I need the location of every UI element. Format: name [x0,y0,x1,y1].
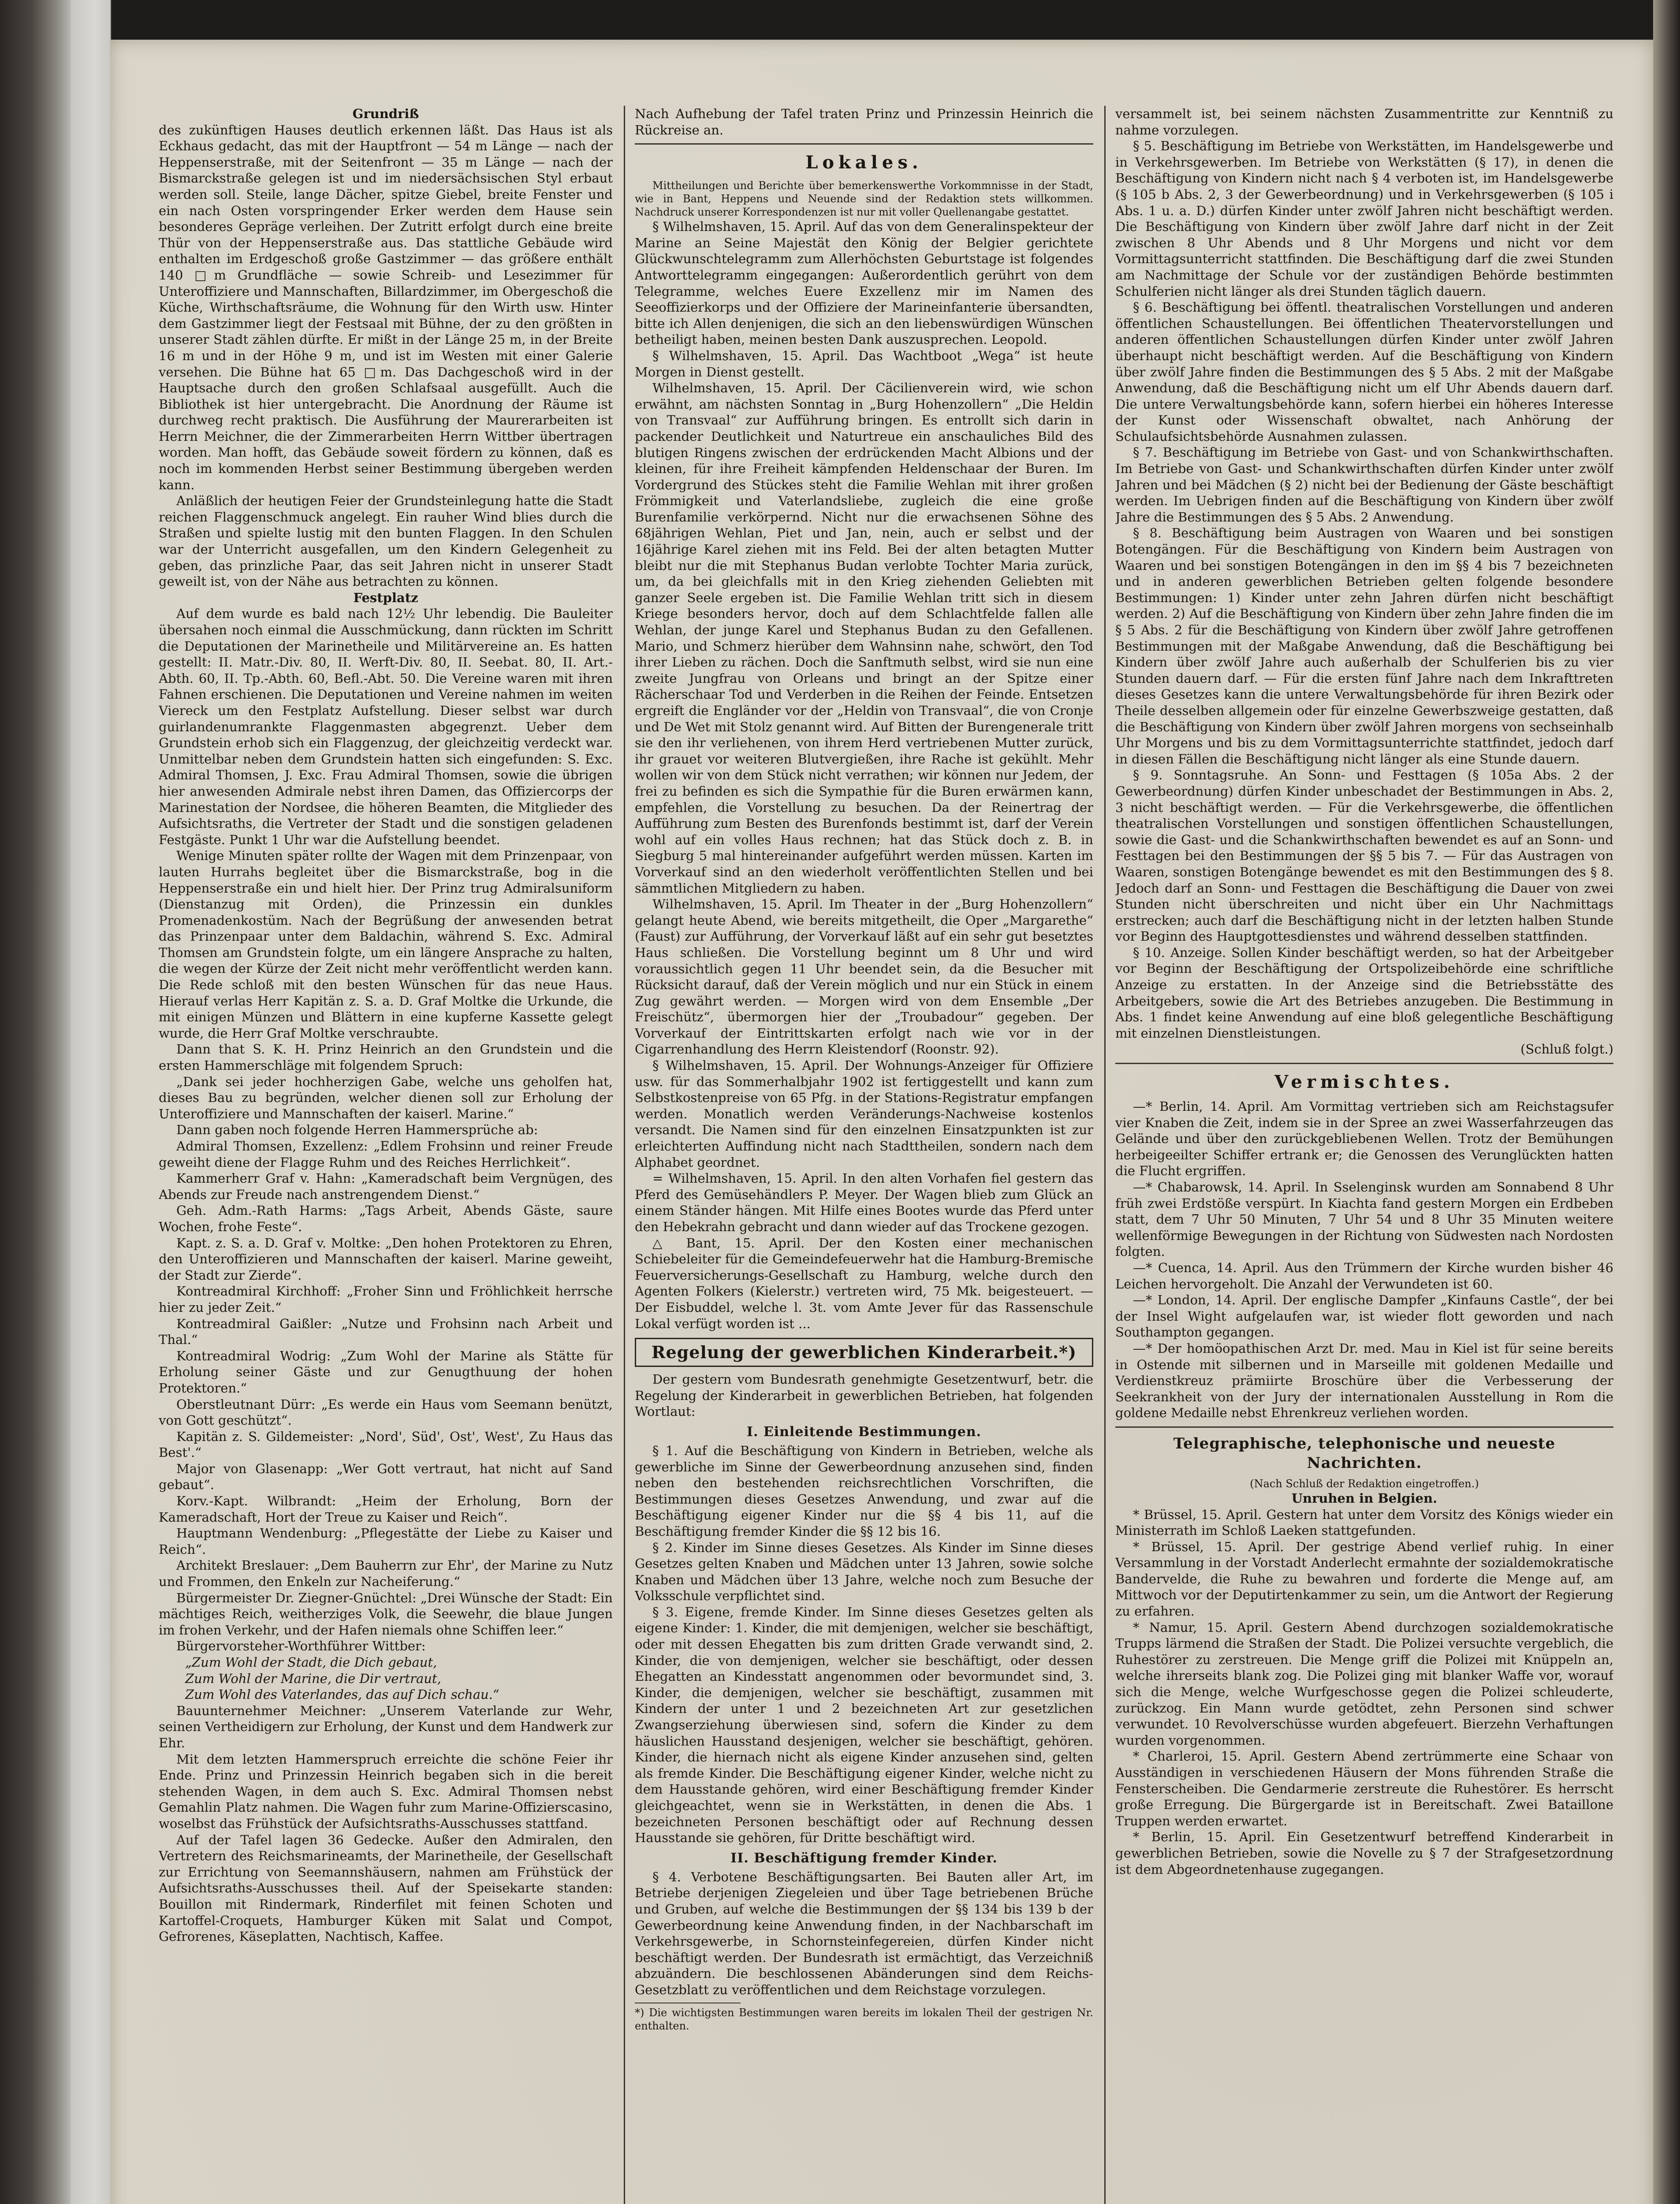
festplatz-heading: Festplatz [353,590,418,605]
telegraph-subheading: (Nach Schluß der Redaktion eingetroffen.) [1250,1477,1479,1490]
separator [635,143,1093,145]
column-rule [1104,106,1106,2204]
hammer-saying: Kontreadmiral Wodrig: „Zum Wohl der Marine als Stätte für Erholung seiner Gäste und zur Genugthuung der hohen Protektoren.“ [159,1348,613,1396]
news-item: Wilhelmshaven, 15. April. Der Cäcilienverein wird, wie schon erwähnt, am nächsten Sonntag in „Burg Hohenzollern“ „Die Heldin von Transvaal“ zur Aufführung bringen. Es entrollt sich darin in packender Deutlichkeit und Naturtreue ein anschauliches Bild des blutigen Ringens zwischen der erdrückenden Macht Albions und der kleinen, für ihre Freiheit kämpfenden Heldenschaar der Buren. Im Vordergrund des Stückes steht die Familie Wehlan mit ihrer großen Frömmigkeit und Vaterlandsliebe, zugleich die eine große Burenfamilie verkörpernd. Nicht nur die erwachsenen Söhne des 68jährigen Wehlan, Piet und Jan, nein, auch er selbst und der 16jährige Karel ziehen mit ins Feld. Bei der alten betagten Mutter bleibt nur die mit Stephanus Budan verlobte Tochter Maria zurück, um, da bei gleichfalls mit in den Krieg ziehenden Geliebten mit ganzer Seele ergeben ist. Die Familie Wehlan tritt sich in diesem Kriege besonders hervor, doch auf dem Schlachtfelde fallen alle Wehlan, der junge Karel und Stephanus Budan zu den Gefallenen. Mario, und Schmerz hierüber dem Wahnsinn nahe, schwört, den Tod ihrer Lieben zu rächen. Doch die Sanftmuth selbst, wird sie nun eine zweite Jungfrau von Orleans und bringt an der Spitze einer Rächerschaar Tod und Verderben in die Reihen der Feinde. Entsetzen ergreift die Engländer vor der „Heldin von Transvaal“, die von Cronje und De Wet mit Stolz genannt wird. Auf Bitten der Burengenerale tritt sie den ihr verliehenen, von ihrem Herd vertriebenen Mutter zurück, ihr grauet vor weiteren Blutvergießen, ihre Rache ist gekühlt. Mehr wollen wir von dem Stück nicht verrathen; wir können nur Jedem, der frei zu befinden es sich die Sympathie für die Buren erwärmen kann, empfehlen, die Vorstellung zu besuchen. Da der Reinertrag der Aufführung zum Besten des Burenfonds bestimmt ist, darf der Verein wohl auf ein volles Haus rechnen; hat das Stück doch z. B. in Siegburg 5 mal hintereinander aufgeführt werden müssen. Karten im Vorverkauf sind an den wiederholt veröffentlichten Stellen und bei sämmtlichen Mitgliedern zu haben. [635,380,1093,896]
hammer-saying: Korv.-Kapt. Wilbrandt: „Heim der Erholung, Born der Kameradschaft, Hort der Treue zu Kaiser und Reich“. [159,1493,613,1525]
binding-shadow [0,0,71,2204]
hammer-saying: Architekt Breslauer: „Dem Bauherrn zur Ehr', der Marine zu Nutz und Frommen, den Enkeln zur Nacheiferung.“ [159,1558,613,1590]
separator [1115,1063,1613,1064]
column-rule [624,106,625,2204]
column-2 [635,106,1093,2204]
col1-paragraph: Dann gaben noch folgende Herren Hammersprüche ab: [176,1122,538,1138]
verse-line: „Zum Wohl der Stadt, die Dich gebaut, [185,1655,437,1670]
hammer-saying: Major von Glasenapp: „Wer Gott vertraut, hat nicht auf Sand gebaut“. [159,1461,613,1493]
hammer-saying: Kapitän z. S. Gildemeister: „Nord', Süd', Ost', West', Zu Haus das Best'.“ [159,1429,613,1460]
news-item: —* Der homöopathischen Arzt Dr. med. Mau in Kiel ist für seine bereits in Ostende mit silbernen und in Marseille mit goldenen Medaille und Verdienstkreuz prämiirte Broschüre über die Verbesserung der Seekrankheit von der Jury der internationalen Ausstellung in Rom die goldene Medaille nebst Ehrenkreuz verliehen worden. [1115,1340,1613,1421]
col1-paragraph: Wenige Minuten später rollte der Wagen mit dem Prinzenpaar, von lauten Hurrahs begleitet über die Bismarckstraße, bog in die Heppenserstraße ein und hielt hier. Der Prinz trug Admiralsuniform (Dienstanzug mit Orden), die Prinzessin ein dunkles Promenadenkostüm. Nach der Begrüßung der anwesenden betrat das Prinzenpaar unter dem Baldachin, während S. Exc. Admiral Thomsen am Grundstein folgte, um ein längere Ansprache zu halten, die wegen der Kürze der Zeit nicht mehr veröffentlicht werden kann. Die Rede schloß mit den besten Wünschen für das neue Haus. Hierauf verlas Herr Kapitän z. S. a. D. Graf Moltke die Urkunde, die mit einigen Münzen und Blättern in eine kupferne Kassette gelegt wurde, die Herr Graf Moltke verschraubte. [159,848,613,1041]
hammer-saying: Hauptmann Wendenburg: „Pflegestätte der Liebe zu Kaiser und Reich“. [159,1526,613,1557]
lokales-heading: Lokales. [805,152,923,173]
col1-paragraph: Anläßlich der heutigen Feier der Grundsteinlegung hatte die Stadt reichen Flaggenschmuck angelegt. Ein rauher Wind blies durch die Straßen und spielte lustig mit den bunten Flaggen. In den Schulen war der Unterricht ausgefallen, um den Kindern Gelegenheit zu geben, das prinzliche Paar, das seit Jahren nicht in unserer Stadt geweilt ist, von der Nähe aus betrachten zu können. [159,493,613,589]
col1-paragraph: „Dank sei jeder hochherzigen Gabe, welche uns geholfen hat, dieses Bau zu begründen, welcher dienen soll zur Erholung der Unteroffiziere und Mannschaften der kaiserl. Marine.“ [159,1074,613,1121]
telegram-item: * Berlin, 15. April. Ein Gesetzentwurf betreffend Kinderarbeit in gewerblichen Betrieben, sowie die Novelle zu § 7 der Strafgesetzordnung ist dem Abgeordnetenhause zugegangen. [1115,1829,1613,1877]
columns-container [159,106,1613,2204]
vermischtes-heading: Vermischtes. [1274,1072,1454,1093]
verse-line: Zum Wohl des Vaterlandes, das auf Dich schau.“ [185,1687,499,1702]
col1-paragraph: des zukünftigen Hauses deutlich erkennen läßt. Das Haus ist als Eckhaus gedacht, das mit der Hauptfront — 54 m Länge — nach der Heppenserstraße, mit der Seitenfront — 35 m Länge — nach der Bismarckstraße gelegen ist und im niedersächsischen Styl erbaut werden soll. Steile, lange Dächer, spitze Giebel, breite Fenster und ein nach Osten vorspringender Erker werden dem Hause sein besonderes Gepräge verleihen. Der Zutritt erfolgt durch eine breite Thür von der Heppenserstraße aus. Das stattliche Gebäude wird enthalten im Erdgeschoß große Gastzimmer — das größere enthält 140 □m Grundfläche — sowie Schreib- und Lesezimmer für Unteroffiziere und Mannschaften, Billardzimmer, im Obergeschoß die Küche, Wirthschaftsräume, die Wohnung für den Wirth usw. Hinter dem Gastzimmer liegt der Festsaal mit Bühne, der zu den größten in unserer Stadt zählen dürfte. Er mißt in der Länge 25 m, in der Breite 16 m und in der Höhe 9 m, und ist im Westen mit einer Galerie versehen. Die Bühne hat 65 □m. Das Dachgeschoß wird in der Hauptsache durch den großen Schlafsaal ausgefüllt. Auch die Bibliothek ist hier untergebracht. Die Anordnung der Räume ist durchweg recht praktisch. Die Ausführung der Maurerarbeiten ist Herrn Meichner, die der Zimmerarbeiten Herrn Wittber übertragen worden. Man hofft, das Gebäude soweit fördern zu können, daß es noch im kommenden Herbst seiner Bestimmung übergeben werden kann. [159,122,613,492]
unrest-heading: Unruhen in Belgien. [1291,1490,1438,1506]
telegram-item: * Brüssel, 15. April. Der gestrige Abend verlief ruhig. In einer Versammlung in der Vorstadt Anderlecht ermahnte der sozialdemokratische Bandervelde, die Ruhe zu bewahren und forderte die Menge auf, am Mittwoch vor der Deputirtenkammer zu sein, um die Antwort der Regierung zu erfahren. [1115,1539,1613,1619]
telegram-item: * Brüssel, 15. April. Gestern hat unter dem Vorsitz des Königs wieder ein Ministerrath im Schloß Laeken stattgefunden. [1115,1507,1613,1538]
page-fold-right [1653,0,1680,2204]
news-item: —* Cuenca, 14. April. Aus den Trümmern der Kirche wurden bisher 46 Leichen hervorgeholt. Die Anzahl der Verwundeten ist 60. [1115,1260,1613,1292]
law-paragraph: § 1. Auf die Beschäftigung von Kindern in Betrieben, welche als gewerbliche im Sinne der Gewerbeordnung anzusehen sind, finden neben den bestehenden reichsrechtlichen Vorschriften, die Bestimmungen dieses Gesetzes Anwendung, und zwar auf die Beschäftigung eigener Kinder nur die §§ 4 bis 11, auf die Beschäftigung fremder Kinder die §§ 12 bis 16. [635,1443,1093,1539]
col2-paragraph: Nach Aufhebung der Tafel traten Prinz und Prinzessin Heinrich die Rückreise an. [635,106,1093,138]
hammer-saying: Bauunternehmer Meichner: „Unserem Vaterlande zur Wehr, seinen Vertheidigern zur Erholung, der Kunst und dem Handwerk zur Ehr. [159,1703,613,1750]
hammer-saying: Admiral Thomsen, Exzellenz: „Edlem Frohsinn und reiner Freude geweiht diene der Flagge Ruhm und des Reiches Herrlichkeit“. [159,1139,613,1170]
hammer-saying: Bürgermeister Dr. Ziegner-Gnüchtel: „Drei Wünsche der Stadt: Ein mächtiges Reich, weitherziges Volk, die Seewehr, die blaue Jungen im frohen Verkehr, und der Hafen niemals ohne Schiffen leer.“ [159,1590,613,1638]
hammer-saying: Bürgervorsteher-Worthführer Wittber: [176,1638,426,1654]
kinderarbeit-heading-box: Regelung der gewerblichen Kinderarbeit.*) [635,1338,1093,1367]
separator [1115,1426,1613,1428]
telegraph-heading: Telegraphische, telephonische und neueste Nachrichten. [1173,1434,1556,1472]
newspaper-page [110,40,1653,2204]
column-3 [1115,106,1613,2204]
section-heading: II. Beschäftigung fremder Kinder. [730,1850,998,1866]
news-item: § Wilhelmshaven, 15. April. Auf das von dem Generalinspekteur der Marine an Seine Majestät den König der Belgier gerichtete Glückwunschtelegramm zum Allerhöchsten Geburtstage ist folgendes Antworttelegramm eingegangen: Außerordentlich gerührt von dem Telegramme, welches Euere Exzellenz mir im Namen des Seeoffizierkorps und der Offiziere der Marineinfanterie übersandten, bitte ich Allen denjenigen, die sich an den liebenswürdigen Wünschen betheiligt haben, meinen besten Dank auszusprechen. Leopold. [635,219,1093,347]
col1-paragraph: Mit dem letzten Hammerspruch erreichte die schöne Feier ihr Ende. Prinz und Prinzessin Heinrich begaben sich in die bereit stehenden Wagen, in dem auch S. Exc. Admiral Thomsen nebst Gemahlin Platz nahmen. Die Wagen fuhr zum Marine-Offizierscasino, woselbst das Frühstück der Aufsichtsraths-Ausschusses stattfand. [159,1751,613,1831]
hammer-saying: Kontreadmiral Kirchhoff: „Froher Sinn und Fröhlichkeit herrsche hier zu jeder Zeit.“ [159,1284,613,1315]
law-paragraph: § 4. Verbotene Beschäftigungsarten. Bei Bauten aller Art, im Betriebe derjenigen Ziegeleien und über Tage betriebenen Brüche und Gruben, auf welche die Bestimmungen der §§ 134 bis 139 b der Gewerbeordnung keine Anwendung finden, in der Nachbarschaft im Verkehrsgewerbe, in Schornsteinfegereien, dürfen Kinder nicht beschäftigt werden. Der Bundesrath ist ermächtigt, das Verzeichniß abzuändern. Die beschlossenen Abänderungen sind dem Reichs-Gesetzblatt zu veröffentlichen und dem Reichstage vorzulegen. [635,1869,1093,1997]
col1-paragraph: Dann that S. K. H. Prinz Heinrich an den Grundstein und die ersten Hammerschläge mit folgendem Spruch: [159,1042,613,1073]
news-item: § Wilhelmshaven, 15. April. Der Wohnungs-Anzeiger für Offiziere usw. für das Sommerhalbjahr 1902 ist fertiggestellt und kann zum Selbstkostenpreise von 65 Pfg. in der Stations-Registratur empfangen werden. Monatlich werden Veränderungs-Nachweise kostenlos versandt. Die Namen sind für den einzelnen Einsatzpunkten ist zur erleichterten Auffindung nicht nach Stadttheilen, sondern nach dem Alphabet geordnet. [635,1058,1093,1170]
section-heading: I. Einleitende Bestimmungen. [746,1424,982,1440]
news-item: —* Chabarowsk, 14. April. In Sselenginsk wurden am Sonnabend 8 Uhr früh zwei Erdstöße verspürt. In Kiachta fand gestern Morgen ein Erdbeben statt, dem 7 Uhr 50 Minuten, 7 Uhr 54 und 8 Uhr 35 Minuten weitere wellenförmige Bewegungen in der Richtung von Südwesten nach Nordosten folgten. [1115,1180,1613,1259]
law-paragraph: Der gestern vom Bundesrath genehmigte Gesetzentwurf, betr. die Regelung der Kinderarbeit in gewerblichen Betrieben, hat folgenden Wortlaut: [635,1372,1093,1419]
hammer-saying: Kapt. z. S. a. D. Graf v. Moltke: „Den hohen Protektoren zu Ehren, den Unteroffizieren und Mannschaften der kaiserl. Marine geweiht, der Stadt zur Zierde“. [159,1235,613,1283]
law-paragraph: § 8. Beschäftigung beim Austragen von Waaren und bei sonstigen Botengängen. Für die Beschäftigung von Kindern beim Austragen von Waaren und bei sonstigen Botengängen in den im §§ 4 bis 7 bezeichneten und in anderen gewerblichen Betrieben gelten folgende besondere Bestimmungen: 1) Kinder unter zehn Jahren dürfen nicht beschäftigt werden. 2) Auf die Beschäftigung von Kindern über zehn Jahre finden die im § 5 Abs. 2 für die Beschäftigung von Kindern über zwölf Jahre getroffenen Bestimmungen mit der Maßgabe Anwendung, daß die Beschäftigung bei Kindern über zwölf Jahre auch außerhalb der Schulferien bis zu vier Stunden dauern darf. — Für die ersten fünf Jahre nach dem Inkrafttreten dieses Gesetzes kann die untere Verwaltungsbehörde für ihren Bezirk oder Theile desselben allgemein oder für einzelne Gewerbszweige gestatten, daß die Beschäftigung von Kindern über zwölf Jahren morgens von sechseinhalb Uhr Morgens und bis zu dem Vormittagsunterrichte stattfindet, jedoch darf in diesen Fällen die Beschäftigung nicht länger als eine Stunde dauern. [1115,525,1613,767]
news-item: —* London, 14. April. Der englische Dampfer „Kinfauns Castle“, der bei der Insel Wight aufgelaufen war, ist wieder flott geworden und nach Southampton gegangen. [1115,1292,1613,1340]
law-paragraph: § 2. Kinder im Sinne dieses Gesetzes. Als Kinder im Sinne dieses Gesetzes gelten Knaben und Mädchen unter 13 Jahren, sowie solche Knaben und Mädchen über 13 Jahre, welche noch zum Besuche der Volksschule verpflichtet sind. [635,1540,1093,1604]
law-paragraph: § 6. Beschäftigung bei öffentl. theatralischen Vorstellungen und anderen öffentlichen Schaustellungen. Bei öffentlichen Theatervorstellungen und anderen öffentlichen Schaustellungen dürfen Kinder unter zwölf Jahren überhaupt nicht beschäftigt werden. Auf die Beschäftigung von Kindern über zwölf Jahre finden die Bestimmungen des § 5 Abs. 2 mit der Maßgabe Anwendung, daß die Beschäftigung nicht um elf Uhr Abends dauern darf. Die untere Verwaltungsbehörde kann, sofern hierbei ein höheres Interesse der Kunst oder Wissenschaft obwaltet, nach Anhörung der Schulaufsichtsbehörde Ausnahmen zulassen. [1115,300,1613,444]
news-item: Wilhelmshaven, 15. April. Im Theater in der „Burg Hohenzollern“ gelangt heute Abend, wie bereits mitgetheilt, die Oper „Margarethe“ (Faust) zur Aufführung, der Vorverkauf läßt auf ein sehr gut besetztes Haus schließen. Die Vorstellung beginnt um 8 Uhr und wird voraussichtlich gegen 11 Uhr beendet sein, da die Besucher mit Rücksicht darauf, daß der Verein möglich und nur ein Stück in einem Zug gewährt werden. — Morgen wird von dem Ensemble „Der Freischütz“, übermorgen hier der „Troubadour“ gegeben. Der Vorverkauf der Eintrittskarten erfolgt nach wie vor in der Cigarrenhandlung des Herrn Kleistendorf (Roonstr. 92). [635,897,1093,1057]
hammer-saying: Kontreadmiral Gaißler: „Nutze und Frohsinn nach Arbeit und Thal.“ [159,1316,613,1348]
news-item: —* Berlin, 14. April. Am Vormittag vertrieben sich am Reichstagsufer vier Knaben die Zeit, indem sie in der Spree an zwei Wasserfahrzeugen das Gelände und über den zurückgebliebenen Wellen. Trotz der Bemühungen herbeigeeilter Schiffer ertrank er; die Genossen des Verunglückten hatten die Flucht ergriffen. [1115,1099,1613,1179]
law-paragraph: versammelt ist, bei seinem nächsten Zusammentritte zur Kenntniß zu nahme vorzulegen. [1115,106,1613,138]
news-item: = Wilhelmshaven, 15. April. In den alten Vorhafen fiel gestern das Pferd des Gemüsehändlers P. Meyer. Der Wagen blieb zum Glück an einem Ständer hängen. Mit Hilfe eines Bootes wurde das Pferd unter den Hebekrahn gebracht und dann wieder auf das Trockene gezogen. [635,1171,1093,1234]
col1-title: Grundriß [352,106,419,121]
law-paragraph: § 7. Beschäftigung im Betriebe von Gast- und von Schankwirthschaften. Im Betriebe von Gast- und Schankwirthschaften dürfen Kinder unter zwölf Jahren und bei Mädchen (§ 2) nicht bei der Bedienung der Gäste beschäftigt werden. Im Uebrigen finden auf die Beschäftigung von Kindern über zwölf Jahre die Bestimmungen des § 5 Abs. 2 Anwendung. [1115,445,1613,525]
news-item: § Wilhelmshaven, 15. April. Das Wachtboot „Wega“ ist heute Morgen in Dienst gestellt. [635,348,1093,380]
footnote: *) Die wichtigsten Bestimmungen waren bereits im lokalen Theil der gestrigen Nr. enthalten. [635,2006,1093,2032]
telegram-item: * Charleroi, 15. April. Gestern Abend zertrümmerte eine Schaar von Ausständigen in verschiedenen Häusern der Mons führenden Straße die Fensterscheiben. Die Gendarmerie zerstreute die Ruhestörer. Es herrscht große Erregung. Die Bürgergarde ist in Bereitschaft. Zwei Bataillone Truppen werden erwartet. [1115,1749,1613,1828]
law-paragraph: § 5. Beschäftigung im Betriebe von Werkstätten, im Handelsgewerbe und in Verkehrsgewerben. Im Betriebe von Werkstätten (§ 17), in denen die Beschäftigung von Kindern nicht nach § 4 verboten ist, im Handelsgewerbe (§ 105 b Abs. 2, 3 der Gewerbeordnung) und in Verkehrsgewerben (§ 105 i Abs. 1 u. a. D.) dürfen Kinder unter zwölf Jahren nicht beschäftigt werden. Die Beschäftigung von Kindern über zwölf Jahre darf nicht in der Zeit zwischen 8 Uhr Abends und 8 Uhr Morgens und nicht vor dem Vormittagsunterricht stattfinden. Die Beschäftigung darf die zwei Stunden am Nachmittage der Schule vor der zuständigen Behörde bestimmten Schulferien nicht länger als drei Stunden täglich dauern. [1115,138,1613,299]
law-paragraph: § 3. Eigene, fremde Kinder. Im Sinne dieses Gesetzes gelten als eigene Kinder: 1. Kinder, die mit demjenigen, welcher sie beschäftigt, oder mit dessen Ehegatten bis zum dritten Grade verwandt sind, 2. Kinder, die von demjenigen, welcher sie beschäftigt, oder dessen Ehegatten an Kindesstatt angenommen oder bevormundet sind, 3. Kinder, die demjenigen, welcher sie beschäftigt, zusammen mit Kindern der unter 1 und 2 bezeichneten Art zur gesetzlichen Zwangserziehung überwiesen sind, sofern die Kinder zu dem häuslichen Hausstand desjenigen, welcher sie beschäftigt, gehören. Kinder, die hiernach nicht als eigene Kinder anzusehen sind, gelten als fremde Kinder. Die Beschäftigung eigener Kinder, welche nicht zu dem Hausstande gehören, wird einer Beschäftigung fremder Kinder gleichgeachtet, wenn sie in Werkstätten, in denen die Abs. 1 bezeichneten Personen beschäftigt oder auf Rechnung dessen Hausstande sie gehören, für Dritte beschäftigt wird. [635,1604,1093,1846]
news-item: △ Bant, 15. April. Der den Kosten einer mechanischen Schiebeleiter für die Gemeindefeuerwehr hat die Hamburg-Bremische Feuerversicherungs-Gesellschaft zu Hamburg, welche durch den Agenten Folkers (Kielerstr.) vertreten wird, 75 Mk. beigesteuert. — Der Eisbuddel, welche l. 3t. vom Amte Jever für das Rassenschule Lokal verfügt worden ist ... [635,1235,1093,1331]
col1-paragraph: Auf der Tafel lagen 36 Gedecke. Außer den Admiralen, den Vertretern des Reichsmarineamts, der Marinetheile, der Gesellschaft zur Errichtung von Seemannshäusern, nahmen am Frühstück der Aufsichtsraths-Ausschusses theil. Auf der Speisekarte standen: Bouillon mit Rindermark, Rinderfilet mit feinen Schoten und Kartoffel-Croquets, Hamburger Küken mit Salat und Compot, Gefrorenes, Käseplatten, Nachtisch, Kaffee. [159,1832,613,1944]
hammer-saying: Oberstleutnant Dürr: „Es werde ein Haus vom Seemann benützt, von Gott geschützt“. [159,1396,613,1428]
hammer-saying: Geh. Adm.-Rath Harms: „Tags Arbeit, Abends Gäste, saure Wochen, frohe Feste“. [159,1203,613,1234]
law-paragraph: § 9. Sonntagsruhe. An Sonn- und Festtagen (§ 105a Abs. 2 der Gewerbeordnung) dürfen Kinder unbeschadet der Bestimmungen in Abs. 2, 3 nicht beschäftigt werden. — Für die Verkehrsgewerbe, die öffentlichen theatralischen Vorstellungen und sonstigen öffentlichen Schaustellungen, sowie die Gast- und die Schankwirthschaften bewendet es auf an Sonn- und Festtagen bei den Bestimmungen der §§ 5 bis 7. — Für das Austragen von Waaren, sonstigen Botengänge bewendet es mit den Bestimmungen des § 8. Jedoch darf an Sonn- und Festtagen die Beschäftigung die Dauer von zwei Stunden nicht überschreiten und nicht über ein Uhr Nachmittags erstrecken; auch darf die Beschäftigung nicht in der letzten halben Stunde vor Beginn des Hauptgottesdienstes und während desselben stattfinden. [1115,767,1613,944]
telegram-item: * Namur, 15. April. Gestern Abend durchzogen sozialdemokratische Trupps lärmend die Straßen der Stadt. Die Polizei versuchte vergeblich, die Ruhestörer zu zerstreuen. Die Menge griff die Polizei mit Knüppeln an, welche ihrerseits blank zog. Die Polizei ging mit blanker Waffe vor, worauf sich die Menge, welche Wurfgeschosse gegen die Polizei schleuderte, zurückzog. Ein Mann wurde getödtet, zehn Personen sind schwer verwundet. 10 Revolverschüsse wurden abgefeuert. Bierzehn Verhaftungen wurden vorgenommen. [1115,1619,1613,1748]
col1-paragraph: Auf dem wurde es bald nach 12½ Uhr lebendig. Die Bauleiter übersahen noch einmal die Ausschmückung, dann rückten im Schritt die Deputationen der Marinetheile und Militärvereine an. Es hatten gestellt: II. Matr.-Div. 80, II. Werft-Div. 80, II. Seebat. 80, II. Art.-Abth. 60, II. Tp.-Abth. 60, Befl.-Abt. 50. Die Vereine waren mit ihren Fahnen erschienen. Die Deputationen und Vereine nahmen im weiten Viereck um den Festplatz Aufstellung. Dieser selbst war durch guirlandenumrankte Flaggenmasten abgegrenzt. Ueber dem Grundstein erhob sich ein Flaggenzug, der gleichzeitig verdeckt war. Unmittelbar neben dem Grundstein hatten sich eingefunden: S. Exc. Admiral Thomsen, J. Exc. Frau Admiral Thomsen, sowie die übrigen hier anwesenden Admirale nebst ihren Damen, das Offiziercorps der Marinestation der Nordsee, die höheren Beamten, die Mitglieder des Aufsichtsraths, die Vertreter der Stadt und die sonstigen geladenen Festgäste. Punkt 1 Uhr war die Aufstellung beendet. [159,606,613,847]
page-stack-edge [71,0,111,2204]
lokales-intro: Mittheilungen und Berichte über bemerkenswerthe Vorkommnisse in der Stadt, wie in Bant, Heppens und Neuende sind der Redaktion stets willkommen. Nachdruck unserer Korrespondenzen ist nur mit voller Quellenangabe gestattet. [635,179,1093,219]
hammer-saying: Kammerherr Graf v. Hahn: „Kameradschaft beim Vergnügen, des Abends zur Freude nach anstrengendem Dienst.“ [159,1171,613,1202]
column-1 [159,106,613,2204]
verse-line: Zum Wohl der Marine, die Dir vertraut, [185,1671,441,1686]
continued-note: (Schluß folgt.) [1520,1042,1613,1057]
law-paragraph: § 10. Anzeige. Sollen Kinder beschäftigt werden, so hat der Arbeitgeber vor Beginn der Beschäftigung der Ortspolizeibehörde eine schriftliche Anzeige zu erstatten. In der Anzeige sind die Betriebsstätte des Arbeitgebers, sowie die Art des Betriebes anzugeben. Die Bestimmung in Abs. 1 findet keine Anwendung auf eine bloß gelegentliche Beschäftigung mit einzelnen Dienstleistungen. [1115,945,1613,1041]
